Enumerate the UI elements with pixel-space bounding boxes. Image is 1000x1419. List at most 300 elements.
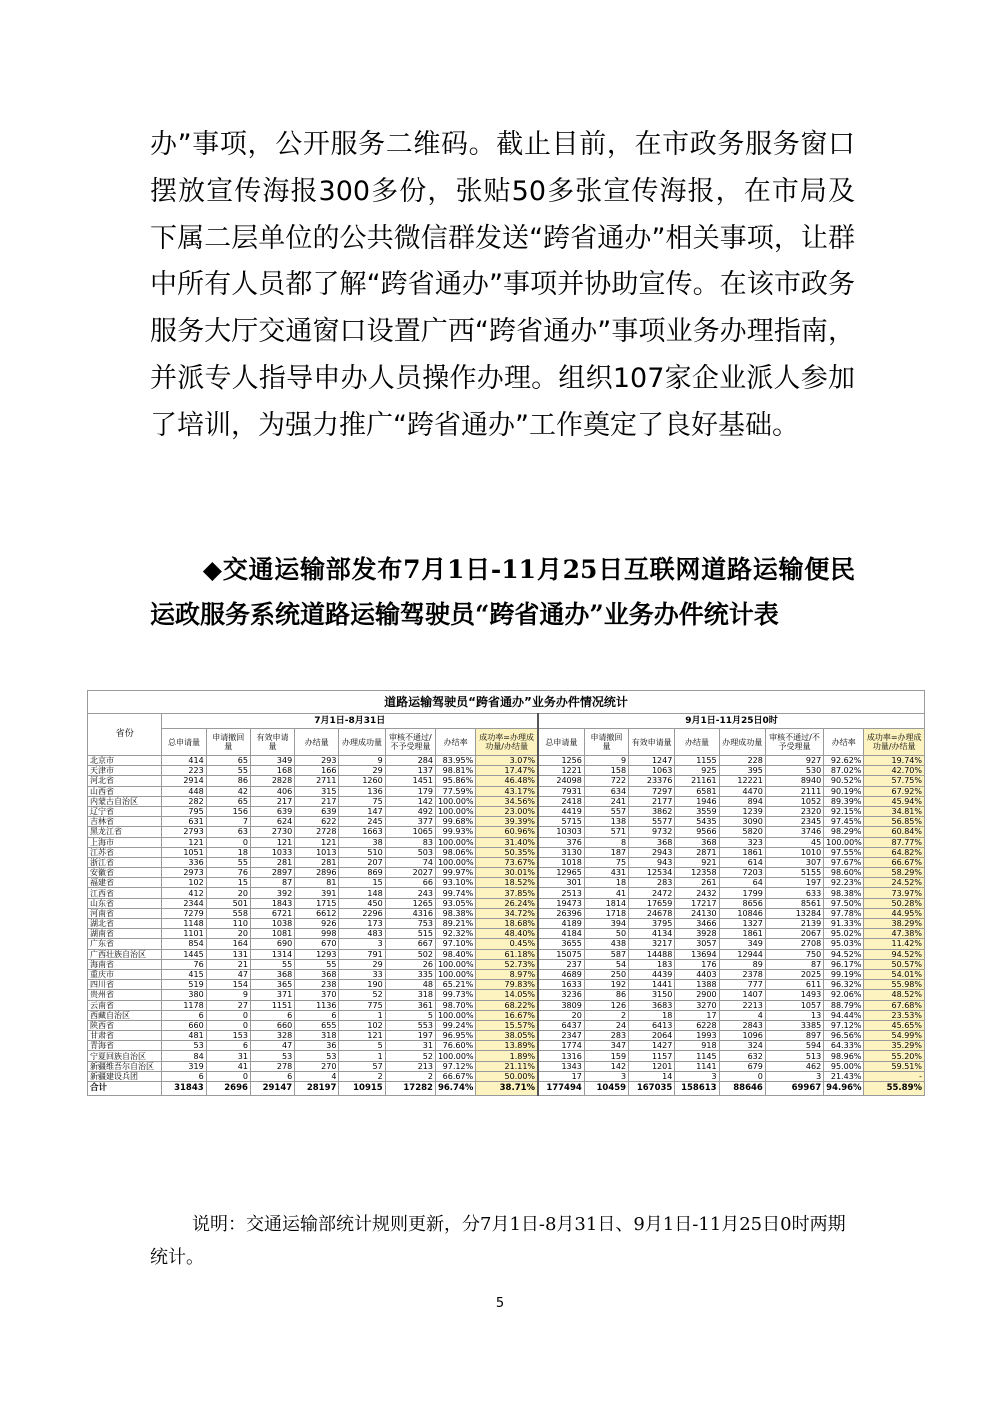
- data-cell: 1633: [538, 980, 584, 990]
- data-cell: 29147: [250, 1082, 294, 1096]
- data-cell: 137: [385, 766, 435, 776]
- data-cell: 377: [385, 817, 435, 827]
- data-cell: 52.73%: [476, 959, 538, 969]
- data-cell: 1260: [339, 776, 385, 786]
- data-cell: 74: [385, 857, 435, 867]
- data-cell: 95.03%: [824, 939, 864, 949]
- data-cell: 5820: [719, 827, 765, 837]
- data-cell: 76: [162, 959, 206, 969]
- data-cell: 2730: [250, 827, 294, 837]
- data-cell: 48: [385, 980, 435, 990]
- data-cell: 20: [206, 929, 250, 939]
- data-cell: 38: [339, 837, 385, 847]
- province-cell: 山东省: [88, 898, 162, 908]
- data-cell: 2432: [675, 888, 719, 898]
- data-cell: 56.85%: [864, 817, 925, 827]
- column-header: 办理成功量: [719, 729, 765, 756]
- data-cell: 65.21%: [435, 980, 475, 990]
- data-cell: 43.17%: [476, 786, 538, 796]
- data-cell: 283: [584, 1031, 628, 1041]
- data-cell: 655: [295, 1020, 339, 1030]
- data-cell: 2378: [719, 969, 765, 979]
- data-cell: 6413: [629, 1020, 675, 1030]
- data-cell: 238: [295, 980, 339, 990]
- data-cell: 18: [629, 1010, 675, 1020]
- column-header: 办结率: [435, 729, 475, 756]
- data-cell: 1343: [538, 1061, 584, 1071]
- data-cell: 213: [385, 1061, 435, 1071]
- data-cell: 7279: [162, 908, 206, 918]
- data-cell: 5715: [538, 817, 584, 827]
- data-cell: 1063: [629, 766, 675, 776]
- data-cell: 50: [584, 929, 628, 939]
- data-cell: 1101: [162, 929, 206, 939]
- data-cell: 89: [719, 959, 765, 969]
- data-cell: 31.40%: [476, 837, 538, 847]
- data-cell: 2418: [538, 796, 584, 806]
- data-cell: 173: [339, 919, 385, 929]
- data-cell: -: [864, 1071, 925, 1081]
- data-cell: 17.47%: [476, 766, 538, 776]
- data-cell: 38.29%: [864, 919, 925, 929]
- table-row: [88, 929, 925, 939]
- data-cell: 93.05%: [435, 898, 475, 908]
- data-cell: 99.74%: [435, 888, 475, 898]
- data-cell: 100.00%: [435, 1010, 475, 1020]
- data-cell: 26: [385, 959, 435, 969]
- data-cell: 53: [295, 1051, 339, 1061]
- data-cell: 76.60%: [435, 1041, 475, 1051]
- data-cell: 897: [765, 1031, 823, 1041]
- data-cell: 395: [719, 766, 765, 776]
- province-cell: 青海省: [88, 1041, 162, 1051]
- table-row: [88, 847, 925, 857]
- province-cell: 黑龙江省: [88, 827, 162, 837]
- data-cell: 54: [584, 959, 628, 969]
- data-cell: 41: [206, 1061, 250, 1071]
- data-cell: 187: [584, 847, 628, 857]
- data-cell: 94.44%: [824, 1010, 864, 1020]
- data-cell: 96.95%: [435, 1031, 475, 1041]
- data-cell: 3862: [629, 806, 675, 816]
- data-cell: 90.19%: [824, 786, 864, 796]
- data-cell: 50.35%: [476, 847, 538, 857]
- data-cell: 1051: [162, 847, 206, 857]
- data-cell: 921: [675, 857, 719, 867]
- data-cell: 722: [584, 776, 628, 786]
- data-cell: 4470: [719, 786, 765, 796]
- data-cell: 55.98%: [864, 980, 925, 990]
- data-cell: 12221: [719, 776, 765, 786]
- data-cell: 12944: [719, 949, 765, 959]
- data-cell: 167035: [629, 1082, 675, 1096]
- province-cell: 安徽省: [88, 868, 162, 878]
- data-cell: 278: [250, 1061, 294, 1071]
- table-row: [88, 868, 925, 878]
- data-cell: 153: [206, 1031, 250, 1041]
- data-cell: 2344: [162, 898, 206, 908]
- data-cell: 510: [339, 847, 385, 857]
- data-cell: 4134: [629, 929, 675, 939]
- data-cell: 1148: [162, 919, 206, 929]
- data-cell: 87: [765, 959, 823, 969]
- data-cell: 371: [250, 990, 294, 1000]
- table-row: [88, 949, 925, 959]
- province-cell: 广东省: [88, 939, 162, 949]
- data-cell: 2513: [538, 888, 584, 898]
- data-cell: 9: [584, 756, 628, 766]
- data-cell: 614: [719, 857, 765, 867]
- data-cell: 2897: [250, 868, 294, 878]
- data-cell: 4: [719, 1010, 765, 1020]
- data-cell: 1033: [250, 847, 294, 857]
- data-cell: 99.19%: [824, 969, 864, 979]
- data-cell: 450: [339, 898, 385, 908]
- data-cell: 243: [385, 888, 435, 898]
- data-cell: 24: [584, 1020, 628, 1030]
- data-cell: 13284: [765, 908, 823, 918]
- data-cell: 158: [584, 766, 628, 776]
- data-cell: 634: [584, 786, 628, 796]
- data-cell: 1388: [675, 980, 719, 990]
- data-cell: 667: [385, 939, 435, 949]
- data-cell: 1799: [719, 888, 765, 898]
- data-cell: 869: [339, 868, 385, 878]
- province-cell: 山西省: [88, 786, 162, 796]
- table-row: [88, 990, 925, 1000]
- data-cell: 0: [206, 837, 250, 847]
- data-cell: 1096: [719, 1031, 765, 1041]
- data-cell: 97.12%: [824, 1020, 864, 1030]
- data-cell: 3385: [765, 1020, 823, 1030]
- data-cell: 2793: [162, 827, 206, 837]
- table-row: [88, 1000, 925, 1010]
- data-cell: 92.23%: [824, 878, 864, 888]
- data-cell: 83.95%: [435, 756, 475, 766]
- data-cell: 1.89%: [476, 1051, 538, 1061]
- data-cell: 35.29%: [864, 1041, 925, 1051]
- data-cell: 98.70%: [435, 1000, 475, 1010]
- data-cell: 1441: [629, 980, 675, 990]
- data-cell: 24678: [629, 908, 675, 918]
- data-cell: 92.06%: [824, 990, 864, 1000]
- data-cell: 55.20%: [864, 1051, 925, 1061]
- data-cell: 368: [295, 969, 339, 979]
- data-cell: 391: [295, 888, 339, 898]
- data-cell: 750: [765, 949, 823, 959]
- data-cell: 58.29%: [864, 868, 925, 878]
- table-row: [88, 776, 925, 786]
- data-cell: 95.02%: [824, 929, 864, 939]
- province-cell: 浙江省: [88, 857, 162, 867]
- data-cell: 57.75%: [864, 776, 925, 786]
- data-cell: 18: [206, 847, 250, 857]
- data-cell: 53: [162, 1041, 206, 1051]
- data-cell: 154: [206, 980, 250, 990]
- data-cell: 1065: [385, 827, 435, 837]
- province-cell: 西藏自治区: [88, 1010, 162, 1020]
- data-cell: 38.05%: [476, 1031, 538, 1041]
- data-cell: 18.68%: [476, 919, 538, 929]
- data-cell: 98.06%: [435, 847, 475, 857]
- province-cell: 吉林省: [88, 817, 162, 827]
- period-2-header: 9月1日-11月25日0时: [538, 714, 924, 729]
- data-cell: 6: [295, 1010, 339, 1020]
- data-cell: 632: [719, 1051, 765, 1061]
- data-cell: 97.50%: [824, 898, 864, 908]
- data-cell: 503: [385, 847, 435, 857]
- data-cell: 1018: [538, 857, 584, 867]
- data-cell: 2213: [719, 1000, 765, 1010]
- data-cell: 1814: [584, 898, 628, 908]
- column-header: 成功率=办理成功量/办结量: [864, 729, 925, 756]
- column-header: 总申请量: [162, 729, 206, 756]
- data-cell: 29: [339, 959, 385, 969]
- data-cell: 217: [250, 796, 294, 806]
- data-cell: 13.89%: [476, 1041, 538, 1051]
- data-cell: 94.96%: [824, 1082, 864, 1096]
- data-cell: 156: [206, 806, 250, 816]
- data-cell: 412: [162, 888, 206, 898]
- data-cell: 0.45%: [476, 939, 538, 949]
- data-cell: 87.02%: [824, 766, 864, 776]
- data-cell: 6: [162, 1010, 206, 1020]
- data-cell: 138: [584, 817, 628, 827]
- data-cell: 1057: [765, 1000, 823, 1010]
- province-cell: 上海市: [88, 837, 162, 847]
- data-cell: 33: [339, 969, 385, 979]
- data-cell: 18: [584, 878, 628, 888]
- data-cell: 3746: [765, 827, 823, 837]
- data-cell: 2: [339, 1071, 385, 1081]
- province-cell: 重庆市: [88, 969, 162, 979]
- data-cell: 438: [584, 939, 628, 949]
- data-cell: 23.00%: [476, 806, 538, 816]
- data-cell: 2111: [765, 786, 823, 796]
- data-cell: 1314: [250, 949, 294, 959]
- data-cell: 37.85%: [476, 888, 538, 898]
- data-cell: 8561: [765, 898, 823, 908]
- data-cell: 17: [538, 1071, 584, 1081]
- province-cell: 天津市: [88, 766, 162, 776]
- province-cell: 海南省: [88, 959, 162, 969]
- data-cell: 110: [206, 919, 250, 929]
- data-cell: 1427: [629, 1041, 675, 1051]
- data-cell: 553: [385, 1020, 435, 1030]
- data-cell: 6: [162, 1071, 206, 1081]
- data-cell: 197: [385, 1031, 435, 1041]
- data-cell: 23.53%: [864, 1010, 925, 1020]
- province-cell: 北京市: [88, 756, 162, 766]
- data-cell: 925: [675, 766, 719, 776]
- table-row: [88, 1061, 925, 1071]
- table-row: [88, 959, 925, 969]
- data-cell: 207: [339, 857, 385, 867]
- data-cell: 690: [250, 939, 294, 949]
- table-row: [88, 969, 925, 979]
- data-cell: 6581: [675, 786, 719, 796]
- data-cell: 501: [206, 898, 250, 908]
- data-cell: 97.45%: [824, 817, 864, 827]
- data-cell: 36: [295, 1041, 339, 1051]
- province-cell: 辽宁省: [88, 806, 162, 816]
- data-cell: 530: [765, 766, 823, 776]
- data-cell: 3795: [629, 919, 675, 929]
- data-cell: 2843: [719, 1020, 765, 1030]
- data-cell: 97.12%: [435, 1061, 475, 1071]
- data-cell: 1: [339, 1010, 385, 1020]
- data-cell: 753: [385, 919, 435, 929]
- data-cell: 63: [206, 827, 250, 837]
- data-cell: 14: [629, 1071, 675, 1081]
- data-cell: 5: [385, 1010, 435, 1020]
- data-cell: 21.43%: [824, 1071, 864, 1081]
- data-cell: 462: [765, 1061, 823, 1071]
- data-cell: 2472: [629, 888, 675, 898]
- data-cell: 55.89%: [864, 1082, 925, 1096]
- data-cell: 1256: [538, 756, 584, 766]
- data-cell: 97.10%: [435, 939, 475, 949]
- data-cell: 1221: [538, 766, 584, 776]
- data-cell: 66.67%: [864, 857, 925, 867]
- column-header: 办结量: [675, 729, 719, 756]
- data-cell: 136: [339, 786, 385, 796]
- data-cell: 77.59%: [435, 786, 475, 796]
- data-cell: 23376: [629, 776, 675, 786]
- data-cell: 315: [295, 786, 339, 796]
- data-cell: 894: [719, 796, 765, 806]
- data-cell: 2296: [339, 908, 385, 918]
- data-cell: 376: [538, 837, 584, 847]
- data-cell: 7: [206, 817, 250, 827]
- data-cell: 2: [584, 1010, 628, 1020]
- data-cell: 47: [206, 969, 250, 979]
- data-cell: 0: [206, 1010, 250, 1020]
- data-cell: 98.40%: [435, 949, 475, 959]
- data-cell: 2914: [162, 776, 206, 786]
- data-cell: 91.33%: [824, 919, 864, 929]
- data-cell: 93.10%: [435, 878, 475, 888]
- data-cell: 361: [385, 1000, 435, 1010]
- data-cell: 31: [206, 1051, 250, 1061]
- data-cell: 55: [206, 857, 250, 867]
- data-cell: 98.29%: [824, 827, 864, 837]
- table-row: [88, 817, 925, 827]
- data-cell: 45.65%: [864, 1020, 925, 1030]
- data-cell: 283: [629, 878, 675, 888]
- data-cell: 176: [675, 959, 719, 969]
- data-cell: 142: [385, 796, 435, 806]
- data-cell: 31: [385, 1041, 435, 1051]
- data-cell: 64.33%: [824, 1041, 864, 1051]
- data-cell: 1201: [629, 1061, 675, 1071]
- data-cell: 2027: [385, 868, 435, 878]
- data-cell: 18.52%: [476, 878, 538, 888]
- data-cell: 44.95%: [864, 908, 925, 918]
- data-cell: 15: [206, 878, 250, 888]
- data-cell: 1013: [295, 847, 339, 857]
- data-cell: 126: [584, 1000, 628, 1010]
- data-cell: 639: [250, 806, 294, 816]
- table-body: [88, 756, 925, 1096]
- data-cell: 622: [295, 817, 339, 827]
- table-row: [88, 786, 925, 796]
- data-cell: 1141: [675, 1061, 719, 1071]
- data-cell: 50.57%: [864, 959, 925, 969]
- data-cell: 84: [162, 1051, 206, 1061]
- data-cell: 775: [339, 1000, 385, 1010]
- data-cell: 96.56%: [824, 1031, 864, 1041]
- data-cell: 98.38%: [824, 888, 864, 898]
- table-row: [88, 919, 925, 929]
- data-cell: 4184: [538, 929, 584, 939]
- data-cell: 65: [206, 796, 250, 806]
- data-cell: 12965: [538, 868, 584, 878]
- column-header: 申请撤回量: [584, 729, 628, 756]
- data-cell: 9732: [629, 827, 675, 837]
- data-cell: 99.97%: [435, 868, 475, 878]
- data-cell: 261: [675, 878, 719, 888]
- data-cell: 284: [385, 756, 435, 766]
- data-cell: 69967: [765, 1082, 823, 1096]
- data-cell: 392: [250, 888, 294, 898]
- data-cell: 1247: [629, 756, 675, 766]
- data-cell: 73.67%: [476, 857, 538, 867]
- data-cell: 45.94%: [864, 796, 925, 806]
- data-cell: 3559: [675, 806, 719, 816]
- data-cell: 250: [584, 969, 628, 979]
- data-cell: 571: [584, 827, 628, 837]
- data-cell: 13: [765, 1010, 823, 1020]
- data-cell: 1316: [538, 1051, 584, 1061]
- table-row: [88, 1010, 925, 1020]
- data-cell: 587: [584, 949, 628, 959]
- data-cell: 17: [675, 1010, 719, 1020]
- data-cell: 448: [162, 786, 206, 796]
- data-cell: 854: [162, 939, 206, 949]
- data-cell: 52: [385, 1051, 435, 1061]
- data-cell: 1493: [765, 990, 823, 1000]
- data-cell: 31843: [162, 1082, 206, 1096]
- data-cell: 94.52%: [824, 949, 864, 959]
- data-cell: 52: [339, 990, 385, 1000]
- data-cell: 121: [162, 837, 206, 847]
- data-cell: 97.55%: [824, 847, 864, 857]
- data-cell: 34.81%: [864, 806, 925, 816]
- data-cell: 100.00%: [435, 806, 475, 816]
- data-cell: 89.39%: [824, 796, 864, 806]
- data-cell: 98.81%: [435, 766, 475, 776]
- data-cell: 83: [385, 837, 435, 847]
- table-row: [88, 1020, 925, 1030]
- data-cell: 88.79%: [824, 1000, 864, 1010]
- province-cell: 贵州省: [88, 990, 162, 1000]
- data-cell: 26396: [538, 908, 584, 918]
- statistics-table: [87, 690, 925, 1096]
- data-cell: 4403: [675, 969, 719, 979]
- data-cell: 57: [339, 1061, 385, 1071]
- data-cell: 2728: [295, 827, 339, 837]
- data-cell: 998: [295, 929, 339, 939]
- data-cell: 1861: [719, 847, 765, 857]
- table-row: [88, 766, 925, 776]
- data-cell: 2345: [765, 817, 823, 827]
- data-cell: 87.77%: [864, 837, 925, 847]
- data-cell: 3: [675, 1071, 719, 1081]
- data-cell: 100.00%: [435, 959, 475, 969]
- table-row: [88, 796, 925, 806]
- data-cell: 3809: [538, 1000, 584, 1010]
